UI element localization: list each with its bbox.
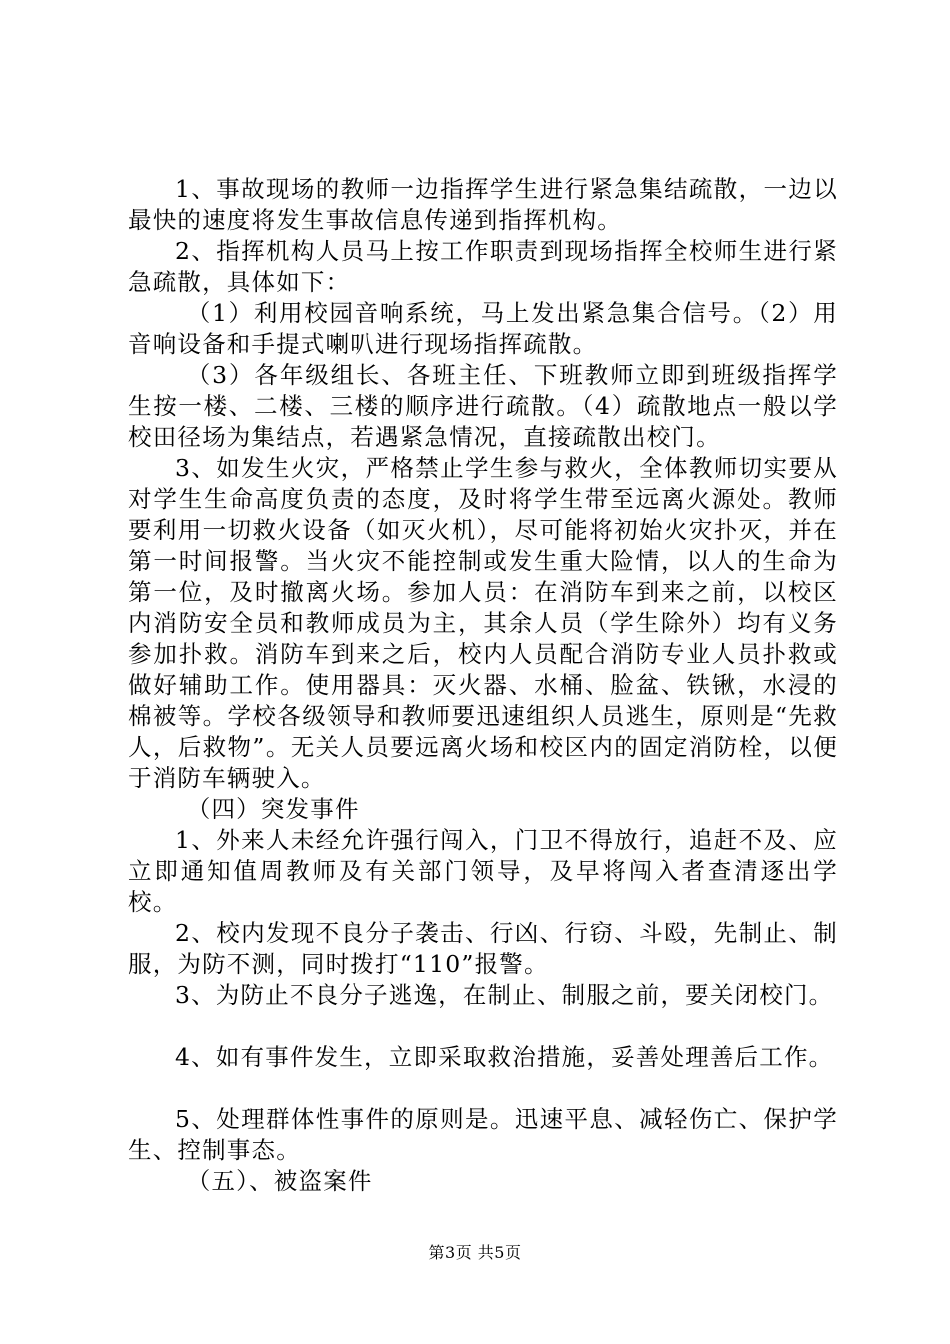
- paragraph-fire: 3、如发生火灾，严格禁止学生参与救火，全体教师切实要从对学生生命高度负责的态度，及时将学生带至远离火源处。教师要利用一切救火设备（如灭火机），尽可能将初始火灾扑灭，并在第一时间报警。当火灾不能控制或发生重大险情，以人的生命为第一位，及时撤离火场。参加人员：在消防车到来之前，以校区内消防安全员和教师成员为主，其余人员（学生除外）均有义务参加扑救。消防车到来之后，校内人员配合消防专业人员扑救或做好辅助工作。使用器具：灭火器、水桶、脸盆、铁锹，水浸的棉被等。学校各级领导和教师要迅速组织人员逃生，原则是“先救人，后救物”。无关人员要远离火场和校区内的固定消防栓，以便于消防车辆驶入。: [128, 454, 838, 792]
- paragraph-grade-leaders: （3）各年级组长、各班主任、下班教师立即到班级指挥学生按一楼、二楼、三楼的顺序进行疏散。（4）疏散地点一般以学校田径场为集结点，若遇紧急情况，直接疏散出校门。: [128, 361, 838, 451]
- paragraph-close-gate: 3、为防止不良分子逃逸，在制止、制服之前，要关闭校门。: [175, 981, 834, 1009]
- paragraph-intruder: 1、外来人未经允许强行闯入，门卫不得放行，追赶不及、应立即通知值周教师及有关部门领导，及早将闯入者查清逐出学校。: [128, 826, 838, 916]
- paragraph-attack: 2、校内发现不良分子袭击、行凶、行窃、斗殴，先制止、制服，为防不测，同时拨打“110”报警。: [128, 919, 838, 978]
- paragraph-group-incident: 5、处理群体性事件的原则是。迅速平息、减轻伤亡、保护学生、控制事态。: [128, 1105, 838, 1164]
- paragraph-treatment: 4、如有事件发生，立即采取救治措施，妥善处理善后工作。: [175, 1043, 834, 1071]
- document-body: [128, 174, 838, 1197]
- paragraph-command-evacuation: 2、指挥机构人员马上按工作职责到现场指挥全校师生进行紧急疏散，具体如下：: [128, 237, 838, 296]
- section-heading-emergencies: （四）突发事件: [186, 795, 360, 823]
- paragraph-evacuation-teacher: 1、事故现场的教师一边指挥学生进行紧急集结疏散，一边以最快的速度将发生事故信息传递到指挥机构。: [128, 175, 838, 234]
- paragraph-sound-system: （1）利用校园音响系统，马上发出紧急集合信号。（2）用音响设备和手提式喇叭进行现场指挥疏散。: [128, 299, 838, 358]
- section-heading-theft: （五）、被盗案件: [186, 1167, 373, 1195]
- page-number-footer: 第3页 共5页: [428, 1243, 522, 1262]
